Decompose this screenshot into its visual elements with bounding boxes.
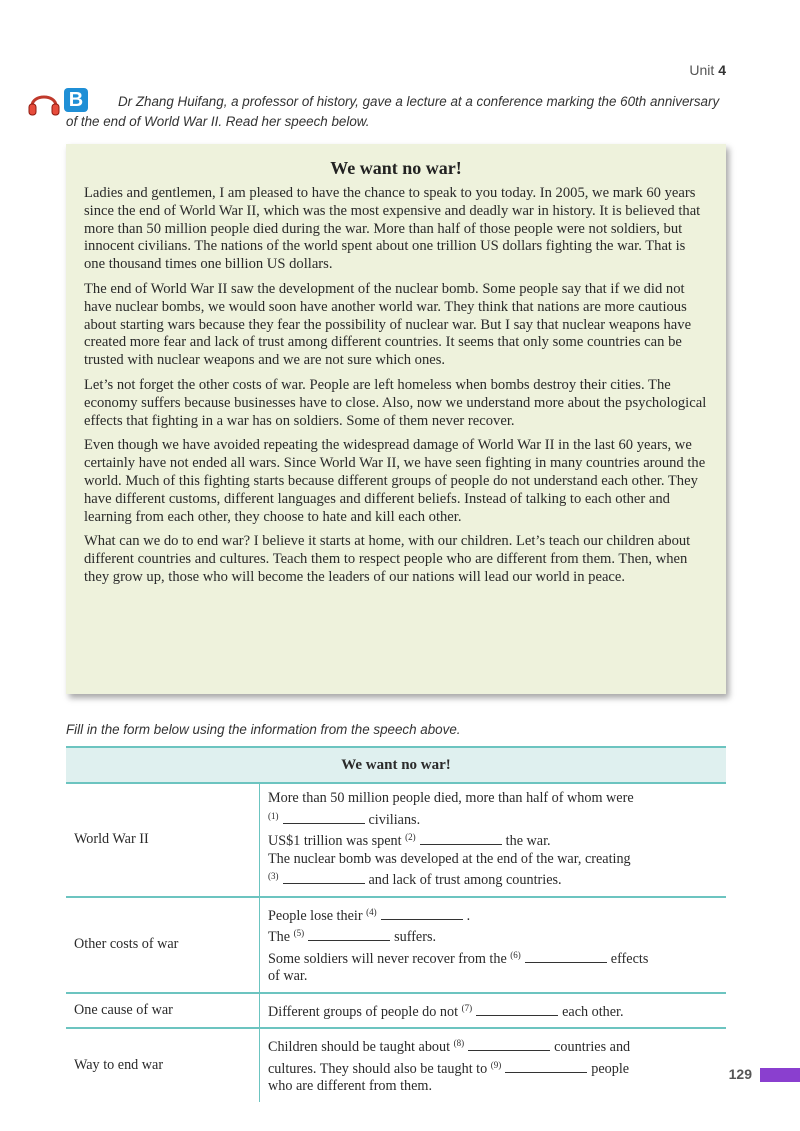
blank-number: (7) [461,1002,473,1013]
answer-blank[interactable] [505,1060,587,1073]
answer-blank[interactable] [381,907,463,920]
form-row [66,783,726,897]
speech-box [66,144,726,694]
form-text: countries and [554,1039,631,1055]
row-content [260,1028,727,1102]
headphones-icon[interactable] [26,88,62,118]
form-text: The [268,929,294,945]
form-text: Children should be taught about [268,1039,454,1055]
form-text: the war. [505,833,551,849]
unit-text: Unit [689,62,715,78]
row-content [260,783,727,897]
speech-paragraph: Even though we have avoided repeating the widespread damage of World War II in the last 60 years, we certainly have not ended all wars. Since World War II, we have seen fighting in many countries around the world. Much of this fighting starts because different groups of people do not understand each other. They have different customs, different languages and different beliefs. Instead of talking to each other and learning from each other, they choose to hate and kill each other. [84,437,706,525]
row-label: World War II [66,783,260,897]
form-text: who are different from them. [268,1078,433,1094]
blank-number: (4) [366,906,377,917]
speech-paragraph: What can we do to end war? I believe it starts at home, with our children. Let’s teach our children about different countries and cultures. Teach them to respect people who are different from them. Then, when they grow up, those who will become the leaders of our nations will lead our world in peace. [84,533,691,585]
blank-number: (1) [268,810,279,821]
blank-number: (6) [510,949,521,960]
page-accent-bar [760,1068,800,1082]
form-text: each other. [562,1003,624,1020]
fill-in-form [66,746,726,1102]
form-text: People lose their [268,907,367,924]
answer-blank[interactable] [308,928,390,941]
form-text: Some soldiers will never recover from the [268,950,511,967]
unit-number: 4 [718,62,726,78]
row-label: One cause of war [66,993,260,1029]
form-text: effects [610,950,649,967]
speech-paragraph: Let’s not forget the other costs of war. People are left homeless when bombs destroy their cities. The economy suffers because businesses have to close. Also, now we understand more about the psychological effects that fighting in a war has on soldiers. Some of them never recover. [84,376,707,429]
form-text: US$1 trillion was spent [268,833,406,849]
answer-blank[interactable] [283,871,365,884]
answer-blank[interactable] [525,950,607,963]
form-title: We want no war! [66,747,726,783]
page-number: 129 [728,1066,752,1082]
blank-number: (3) [268,871,279,881]
row-content [260,897,727,993]
section-letter-badge: B [64,88,88,112]
fill-instruction: Fill in the form below using the information from the speech above. [66,722,461,737]
blank-number: (5) [293,928,305,938]
speech-paragraph: Ladies and gentlemen, I am pleased to have the chance to speak to you today. In 2005, we mark 60 years since the end of World War II, which was the most expensive and deadly war in history. It is believed that more than 50 million people died during the war. More than half of those people were not soldiers, but innocent civilians. The nations of the world spent about one trillion US dollars fighting the war. That is one thousand times one billion US dollars. [84,185,701,273]
blank-number: (9) [490,1059,502,1070]
form-row [66,993,726,1029]
form-text: Different groups of people do not [268,1003,462,1020]
form-row [66,1028,726,1102]
answer-blank[interactable] [476,1003,558,1016]
unit-label [689,62,726,78]
form-text: civilians. [368,811,421,828]
form-row [66,897,726,993]
row-label: Other costs of war [66,897,260,993]
speech-title: We want no war! [330,158,462,178]
form-text: suffers. [394,929,437,945]
answer-blank[interactable] [283,811,365,824]
row-label: Way to end war [66,1028,260,1102]
form-text: . [466,907,471,924]
form-text: and lack of trust among countries. [368,872,562,888]
form-text: cultures. They should also be taught to [268,1060,491,1077]
blank-number: (2) [405,832,416,842]
form-text: people [591,1060,630,1077]
answer-blank[interactable] [420,832,502,845]
speech-paragraph: The end of World War II saw the development of the nuclear bomb. Some people say that if we did not have nuclear bombs, we would soon have another world war. They think that nations are more cautious about starting wars because they fear the possibility of nuclear war. But I say that nuclear weapons have created more fear and lack of trust among different countries. It seems that only some countries can be trusted with nuclear weapons and we are not sure which ones. [84,280,692,369]
form-text: More than 50 million people died, more than half of whom were [268,790,634,806]
answer-blank[interactable] [468,1038,550,1051]
row-content [260,993,727,1029]
form-text: The nuclear bomb was developed at the end of the war, creating [268,850,631,867]
blank-number: (8) [453,1038,465,1048]
form-text: of war. [268,968,308,984]
section-intro: Dr Zhang Huifang, a professor of history, gave a lecture at a conference marking the 60th anniversary of the end of World War II. Read her speech below. [66,94,720,129]
